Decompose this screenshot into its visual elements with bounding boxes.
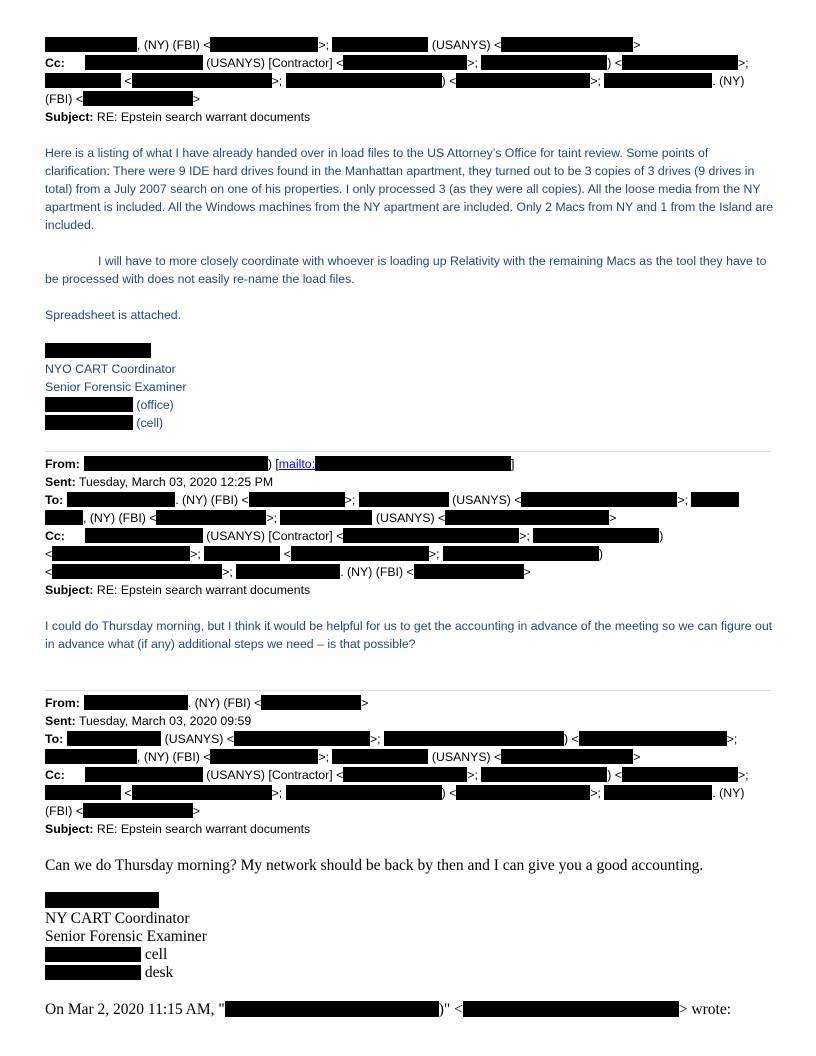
redaction bbox=[84, 695, 188, 710]
signature: NY CART Coordinator Senior Forensic Examiner cell desk bbox=[45, 892, 207, 982]
signature-title: NY CART Coordinator bbox=[45, 910, 190, 927]
redaction bbox=[225, 1001, 439, 1017]
redaction bbox=[445, 510, 609, 525]
redaction bbox=[414, 564, 524, 579]
redaction bbox=[67, 492, 175, 507]
header-subject bbox=[45, 108, 310, 126]
redaction bbox=[332, 37, 428, 52]
message-paragraph: Can we do Thursday morning? My network should be back by then and I can give you a good accounting. bbox=[45, 857, 704, 874]
signature: NYO CART Coordinator Senior Forensic Examiner (office) (cell) bbox=[45, 342, 775, 432]
redaction bbox=[315, 456, 511, 471]
redaction bbox=[132, 785, 272, 800]
signature-title: NYO CART Coordinator bbox=[45, 362, 176, 376]
subject-label: Subject: bbox=[45, 110, 94, 124]
redaction bbox=[210, 749, 318, 764]
header-cc: Cc: (USANYS) [Contractor] < >; ) < >; bbox=[45, 768, 749, 782]
header-to: To: . (NY) (FBI) < >; (USANYS) < >; bbox=[45, 491, 739, 509]
redaction bbox=[45, 892, 159, 908]
redaction bbox=[332, 749, 428, 764]
header-from: From: . (NY) (FBI) < > bbox=[45, 696, 369, 710]
redaction bbox=[521, 492, 677, 507]
redaction bbox=[359, 492, 449, 507]
redaction bbox=[249, 492, 345, 507]
header-cc: Cc: (USANYS) [Contractor] < >; ) bbox=[45, 529, 664, 543]
redaction bbox=[343, 528, 519, 543]
header-to-line2: , (NY) (FBI) < >; (USANYS) < > bbox=[45, 509, 616, 527]
redaction bbox=[501, 749, 633, 764]
header-sent: Sent: Tuesday, March 03, 2020 09:59 bbox=[45, 714, 252, 728]
redaction bbox=[156, 510, 266, 525]
redaction bbox=[286, 73, 442, 88]
redaction bbox=[85, 528, 203, 543]
header-subject bbox=[45, 581, 310, 599]
redaction bbox=[85, 55, 203, 70]
subject-label: Subject: bbox=[45, 822, 94, 836]
redaction bbox=[456, 73, 590, 88]
header-cc-line2: < >; ) < >; . (NY) bbox=[45, 784, 744, 802]
header-from: From: ) [mailto: ] bbox=[45, 457, 515, 471]
redaction bbox=[343, 55, 467, 70]
redaction bbox=[443, 546, 599, 561]
to-label: To: bbox=[45, 493, 64, 507]
header-cc-line3: < >; . (NY) (FBI) < > bbox=[45, 565, 531, 579]
redaction bbox=[85, 767, 203, 782]
to-label: To: bbox=[45, 732, 64, 746]
redaction bbox=[622, 55, 738, 70]
redaction bbox=[604, 73, 712, 88]
redaction bbox=[579, 731, 727, 746]
header-to-continuation: , (NY) (FBI) < >; (USANYS) < > bbox=[45, 36, 640, 54]
from-label: From: bbox=[45, 457, 80, 471]
divider bbox=[45, 690, 771, 691]
redaction bbox=[45, 947, 141, 962]
redaction bbox=[84, 456, 268, 471]
redaction bbox=[45, 343, 151, 358]
cc-label: Cc: bbox=[45, 529, 65, 543]
redaction bbox=[132, 73, 272, 88]
redaction bbox=[83, 91, 193, 106]
from-label: From: bbox=[45, 696, 80, 710]
redaction bbox=[45, 415, 133, 430]
redaction bbox=[45, 37, 137, 52]
redaction bbox=[533, 528, 659, 543]
redaction bbox=[45, 749, 137, 764]
cc-label: Cc: bbox=[45, 768, 65, 782]
redaction bbox=[286, 785, 442, 800]
subject-text: RE: Epstein search warrant documents bbox=[93, 110, 311, 124]
cc-label: Cc: bbox=[45, 56, 65, 70]
redaction bbox=[604, 785, 712, 800]
message-paragraph: Spreadsheet is attached. bbox=[45, 308, 182, 322]
sent-label: Sent: bbox=[45, 714, 76, 728]
header-cc-line3: (FBI) < > bbox=[45, 804, 201, 818]
message-paragraph: I will have to more closely coordinate with whoever is loading up Relativity with the remaining Macs as the tool they have to be processed with does not easily re-name the load files. bbox=[45, 254, 767, 286]
redaction bbox=[291, 546, 429, 561]
redaction bbox=[384, 731, 564, 746]
redaction bbox=[501, 37, 633, 52]
subject-label: Subject: bbox=[45, 583, 94, 597]
header-to: To: (USANYS) < >; ) < >; bbox=[45, 732, 738, 746]
redaction bbox=[204, 546, 280, 561]
redaction bbox=[52, 546, 190, 561]
redaction bbox=[234, 731, 370, 746]
redaction bbox=[210, 37, 318, 52]
quoted-intro: On Mar 2, 2020 11:15 AM, " )" < > wrote: bbox=[45, 1001, 732, 1018]
header-sent: Sent: Tuesday, March 03, 2020 12:25 PM bbox=[45, 475, 274, 489]
mailto-link[interactable]: mailto: bbox=[278, 457, 315, 471]
divider bbox=[45, 451, 771, 452]
header-to-line2: , (NY) (FBI) < >; (USANYS) < > bbox=[45, 748, 640, 766]
redaction bbox=[45, 73, 121, 88]
redaction bbox=[463, 1001, 679, 1017]
redaction bbox=[45, 965, 141, 980]
header-cc-line2: < >; < >; ) bbox=[45, 547, 603, 561]
signature-title: Senior Forensic Examiner bbox=[45, 380, 187, 394]
message-paragraph: Here is a listing of what I have already handed over in load files to the US Attorney’s Office for taint review. Some points of clarification: There were 9 IDE hard drives found in the Manhattan apartment, they turned out to be 3 copies of 3 drives (9 drives in total) from a July 2007 search on one of his properties. I only processed 3 (as they were all copies). All the loose media from the NY apartment is included. All the Windows machines from the NY apartment are included. Only 2 Macs from NY and 1 from the Island are included. bbox=[45, 146, 774, 232]
subject-text: RE: Epstein search warrant documents bbox=[93, 583, 311, 597]
redaction bbox=[261, 695, 361, 710]
header-cc: Cc: (USANYS) [Contractor] < >; ) < >; bbox=[45, 56, 749, 70]
message-paragraph: I could do Thursday morning, but I think it would be helpful for us to get the accounting in advance of the meeting so we can figure out in advance what (if any) additional steps we need – is that possible? bbox=[45, 619, 773, 651]
redaction bbox=[236, 564, 340, 579]
sent-label: Sent: bbox=[45, 475, 76, 489]
redaction bbox=[83, 803, 193, 818]
redaction bbox=[52, 564, 222, 579]
redaction bbox=[481, 55, 607, 70]
redaction bbox=[45, 785, 121, 800]
signature-title: Senior Forensic Examiner bbox=[45, 928, 207, 945]
redaction bbox=[280, 510, 372, 525]
redaction bbox=[67, 731, 161, 746]
redaction bbox=[481, 767, 607, 782]
header-subject bbox=[45, 820, 310, 838]
subject-text: RE: Epstein search warrant documents bbox=[93, 822, 311, 836]
redaction bbox=[45, 397, 133, 412]
redaction bbox=[343, 767, 467, 782]
redaction bbox=[456, 785, 590, 800]
header-cc-line2: < >; ) < >; . (NY) bbox=[45, 72, 744, 90]
redaction bbox=[45, 510, 83, 525]
redaction bbox=[622, 767, 738, 782]
header-cc-line3: (FBI) < > bbox=[45, 92, 201, 106]
redaction bbox=[691, 492, 739, 507]
